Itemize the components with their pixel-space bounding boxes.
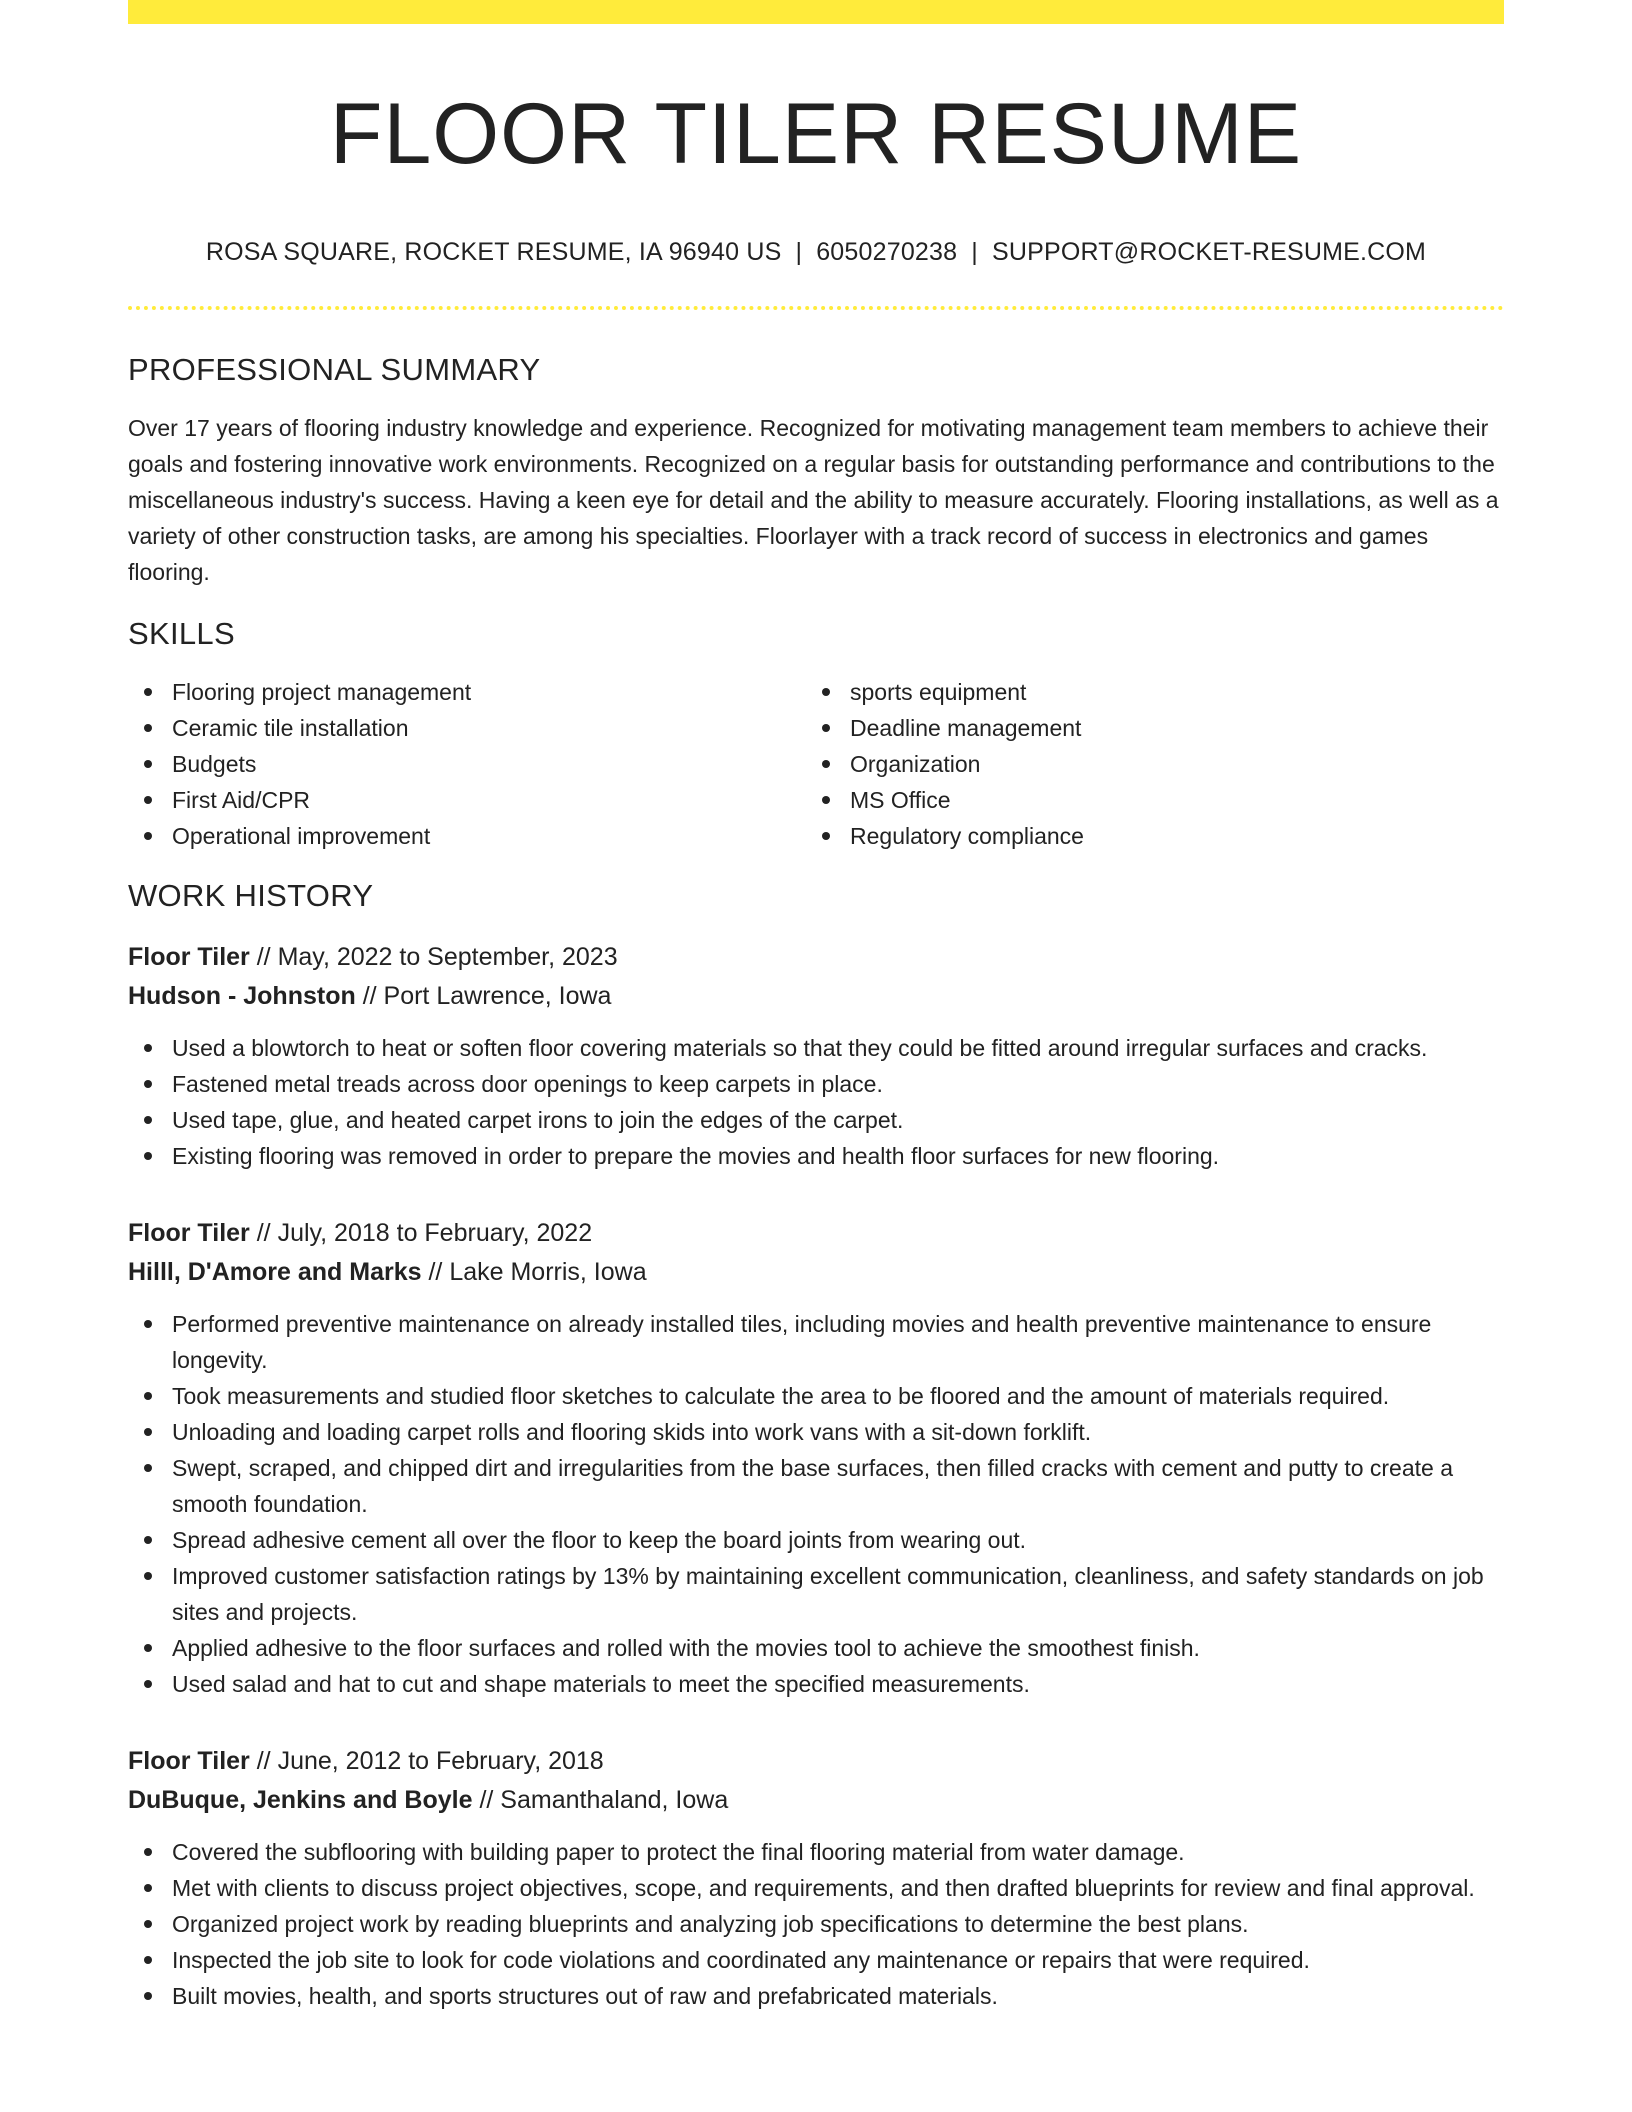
job-duties xyxy=(128,1834,1504,2014)
job-dates: // July, 2018 to February, 2022 xyxy=(249,1219,593,1247)
job-company-line xyxy=(128,977,1504,1016)
job-entry xyxy=(128,938,1504,1174)
job-title-line xyxy=(128,1742,1504,1781)
duty-item: Existing flooring was removed in order to prepare the movies and health floor surfaces for new flooring. xyxy=(128,1138,1504,1174)
duty-item: Covered the subflooring with building paper to protect the final flooring material from water damage. xyxy=(128,1834,1504,1870)
skills-column-right xyxy=(806,674,1484,854)
resume-page xyxy=(128,0,1504,2014)
duty-item: Improved customer satisfaction ratings by 13% by maintaining excellent communication, cleanliness, and safety standards on job sites and projects. xyxy=(128,1558,1504,1630)
job-duties xyxy=(128,1030,1504,1174)
duty-item: Organized project work by reading blueprints and analyzing job specifications to determine the best plans. xyxy=(128,1906,1504,1942)
skill-item: Budgets xyxy=(128,746,806,782)
job-company: DuBuque, Jenkins and Boyle xyxy=(128,1786,473,1814)
resume-title: FLOOR TILER RESUME xyxy=(329,86,1303,182)
skills-list xyxy=(128,674,1504,854)
job-company-line xyxy=(128,1253,1504,1292)
contact-address: ROSA SQUARE, ROCKET RESUME, IA 96940 US xyxy=(205,238,782,266)
duty-item: Fastened metal treads across door openings to keep carpets in place. xyxy=(128,1066,1504,1102)
job-location: // Lake Morris, Iowa xyxy=(421,1258,647,1286)
duty-item: Inspected the job site to look for code violations and coordinated any maintenance or repairs that were required. xyxy=(128,1942,1504,1978)
duty-item: Used salad and hat to cut and shape materials to meet the specified measurements. xyxy=(128,1666,1504,1702)
duty-item: Performed preventive maintenance on already installed tiles, including movies and health preventive maintenance to ensure longevity. xyxy=(128,1306,1504,1378)
accent-bar xyxy=(128,0,1504,24)
job-company: Hilll, D'Amore and Marks xyxy=(128,1258,422,1286)
job-company: Hudson - Johnston xyxy=(128,982,356,1010)
job-entry xyxy=(128,1742,1504,2014)
job-location: // Samanthaland, Iowa xyxy=(472,1786,729,1814)
dotted-divider xyxy=(128,306,1504,310)
duty-item: Built movies, health, and sports structures out of raw and prefabricated materials. xyxy=(128,1978,1504,2014)
contact-email: SUPPORT@ROCKET-RESUME.COM xyxy=(991,238,1427,266)
job-title: Floor Tiler xyxy=(128,1747,250,1775)
job-title-line xyxy=(128,1214,1504,1253)
summary-heading: PROFESSIONAL SUMMARY xyxy=(128,352,541,387)
duty-item: Used tape, glue, and heated carpet irons to join the edges of the carpet. xyxy=(128,1102,1504,1138)
job-duties xyxy=(128,1306,1504,1702)
job-title: Floor Tiler xyxy=(128,1219,250,1247)
duty-item: Unloading and loading carpet rolls and flooring skids into work vans with a sit-down forklift. xyxy=(128,1414,1504,1450)
summary-text: Over 17 years of flooring industry knowledge and experience. Recognized for motivating management team members to achieve their goals and fostering innovative work environments. Recognized on a regular basis for outstanding performance and contributions to the miscellaneous industry's success. Having a keen eye for detail and the ability to measure accurately. Flooring installations, as well as a variety of other construction tasks, are among his specialties. Floorlayer with a track record of success in electronics and games flooring. xyxy=(128,415,1499,585)
job-location: // Port Lawrence, Iowa xyxy=(355,982,612,1010)
duty-item: Spread adhesive cement all over the floor to keep the board joints from wearing out. xyxy=(128,1522,1504,1558)
skills-column-left xyxy=(128,674,806,854)
skill-item: sports equipment xyxy=(806,674,1484,710)
skills-heading: SKILLS xyxy=(128,616,235,651)
skill-item: First Aid/CPR xyxy=(128,782,806,818)
duty-item: Applied adhesive to the floor surfaces and rolled with the movies tool to achieve the smoothest finish. xyxy=(128,1630,1504,1666)
job-dates: // June, 2012 to February, 2018 xyxy=(249,1747,604,1775)
contact-separator: | xyxy=(971,238,978,266)
skill-item: Flooring project management xyxy=(128,674,806,710)
job-title-line xyxy=(128,938,1504,977)
duty-item: Took measurements and studied floor sketches to calculate the area to be floored and the amount of materials required. xyxy=(128,1378,1504,1414)
skill-item: Regulatory compliance xyxy=(806,818,1484,854)
skill-item: Organization xyxy=(806,746,1484,782)
contact-separator: | xyxy=(795,238,803,266)
duty-item: Used a blowtorch to heat or soften floor covering materials so that they could be fitted around irregular surfaces and cracks. xyxy=(128,1030,1504,1066)
skill-item: MS Office xyxy=(806,782,1484,818)
job-dates: // May, 2022 to September, 2023 xyxy=(249,943,618,971)
skill-item: Ceramic tile installation xyxy=(128,710,806,746)
duty-item: Swept, scraped, and chipped dirt and irregularities from the base surfaces, then filled cracks with cement and putty to create a smooth foundation. xyxy=(128,1450,1504,1522)
work-history-heading: WORK HISTORY xyxy=(128,878,374,913)
job-entry xyxy=(128,1214,1504,1702)
duty-item: Met with clients to discuss project objectives, scope, and requirements, and then drafted blueprints for review and final approval. xyxy=(128,1870,1504,1906)
job-company-line xyxy=(128,1781,1504,1820)
skill-item: Operational improvement xyxy=(128,818,806,854)
job-title: Floor Tiler xyxy=(128,943,250,971)
contact-line xyxy=(128,236,1504,268)
contact-phone: 6050270238 xyxy=(816,238,958,266)
skill-item: Deadline management xyxy=(806,710,1484,746)
